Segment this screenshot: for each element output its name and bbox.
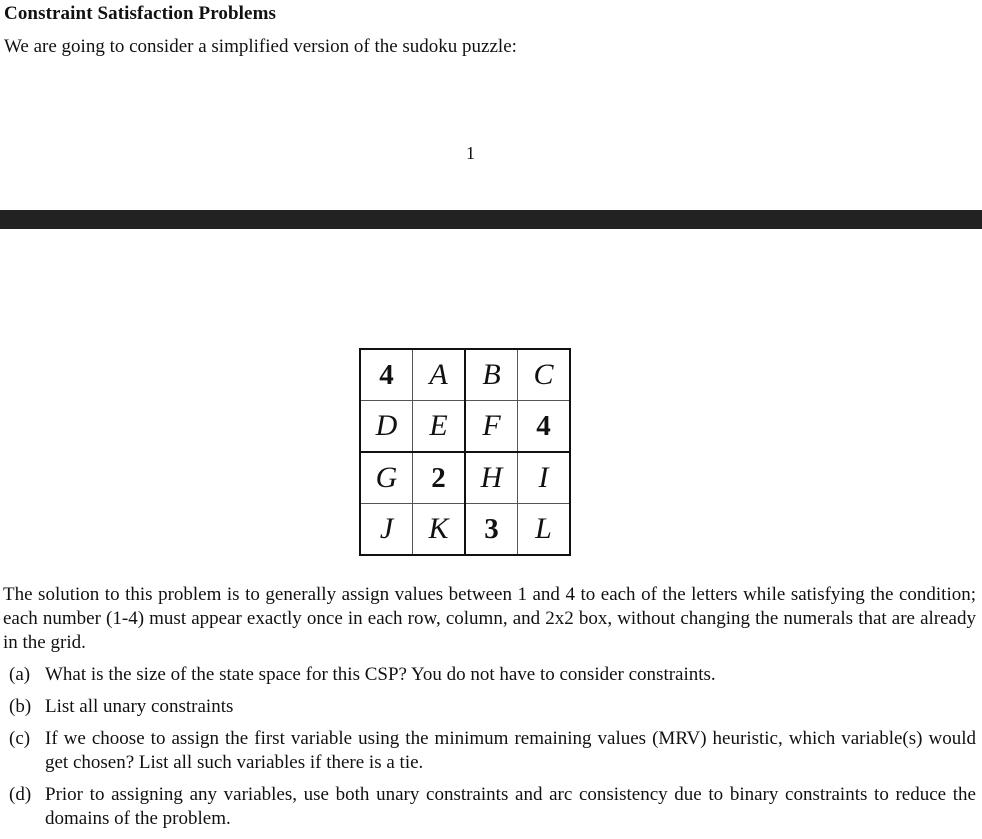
question-text: If we choose to assign the first variable using the minimum remaining values (MRV) heuristic, which variable(s) would get chosen? List all such variables if there is a tie. <box>45 728 976 773</box>
question-item <box>0 783 976 831</box>
question-item <box>0 727 976 775</box>
page-title: Constraint Satisfaction Problems <box>4 3 277 24</box>
question-list <box>0 663 976 839</box>
grid-row <box>360 452 570 504</box>
variable-cell: G <box>360 452 413 504</box>
variable-cell: F <box>465 401 518 453</box>
given-number-cell: 3 <box>465 504 518 556</box>
given-number-cell: 2 <box>413 452 466 504</box>
grid-row <box>360 401 570 453</box>
question-label: (d) <box>9 784 32 805</box>
variable-cell: L <box>518 504 571 556</box>
grid-row <box>360 349 570 401</box>
question-text: Prior to assigning any variables, use both unary constraints and arc consistency due to binary constraints to reduce the domains of the problem. <box>45 784 976 829</box>
variable-cell: A <box>413 349 466 401</box>
question-item <box>0 663 976 687</box>
question-text: What is the size of the state space for this CSP? You do not have to consider constraints. <box>45 664 716 685</box>
variable-cell: H <box>465 452 518 504</box>
problem-description: The solution to this problem is to generally assign values between 1 and 4 to each of the letters while satisfying the condition; each number (1-4) must appear exactly once in each row, column, and 2x2 box, without changing the numerals that are already in the grid. <box>3 584 976 653</box>
question-label: (b) <box>9 696 32 717</box>
variable-cell: C <box>518 349 571 401</box>
question-label: (c) <box>9 728 31 749</box>
sudoku-grid <box>359 348 571 556</box>
given-number-cell: 4 <box>360 349 413 401</box>
variable-cell: I <box>518 452 571 504</box>
intro-text: We are going to consider a simplified version of the sudoku puzzle: <box>4 36 517 57</box>
variable-cell: E <box>413 401 466 453</box>
grid-row <box>360 504 570 556</box>
variable-cell: D <box>360 401 413 453</box>
question-item <box>0 695 976 719</box>
page-separator <box>0 210 982 229</box>
variable-cell: K <box>413 504 466 556</box>
given-number-cell: 4 <box>518 401 571 453</box>
variable-cell: B <box>465 349 518 401</box>
variable-cell: J <box>360 504 413 556</box>
page-number: 1 <box>466 143 475 163</box>
question-text: List all unary constraints <box>45 696 234 717</box>
question-label: (a) <box>9 664 31 685</box>
